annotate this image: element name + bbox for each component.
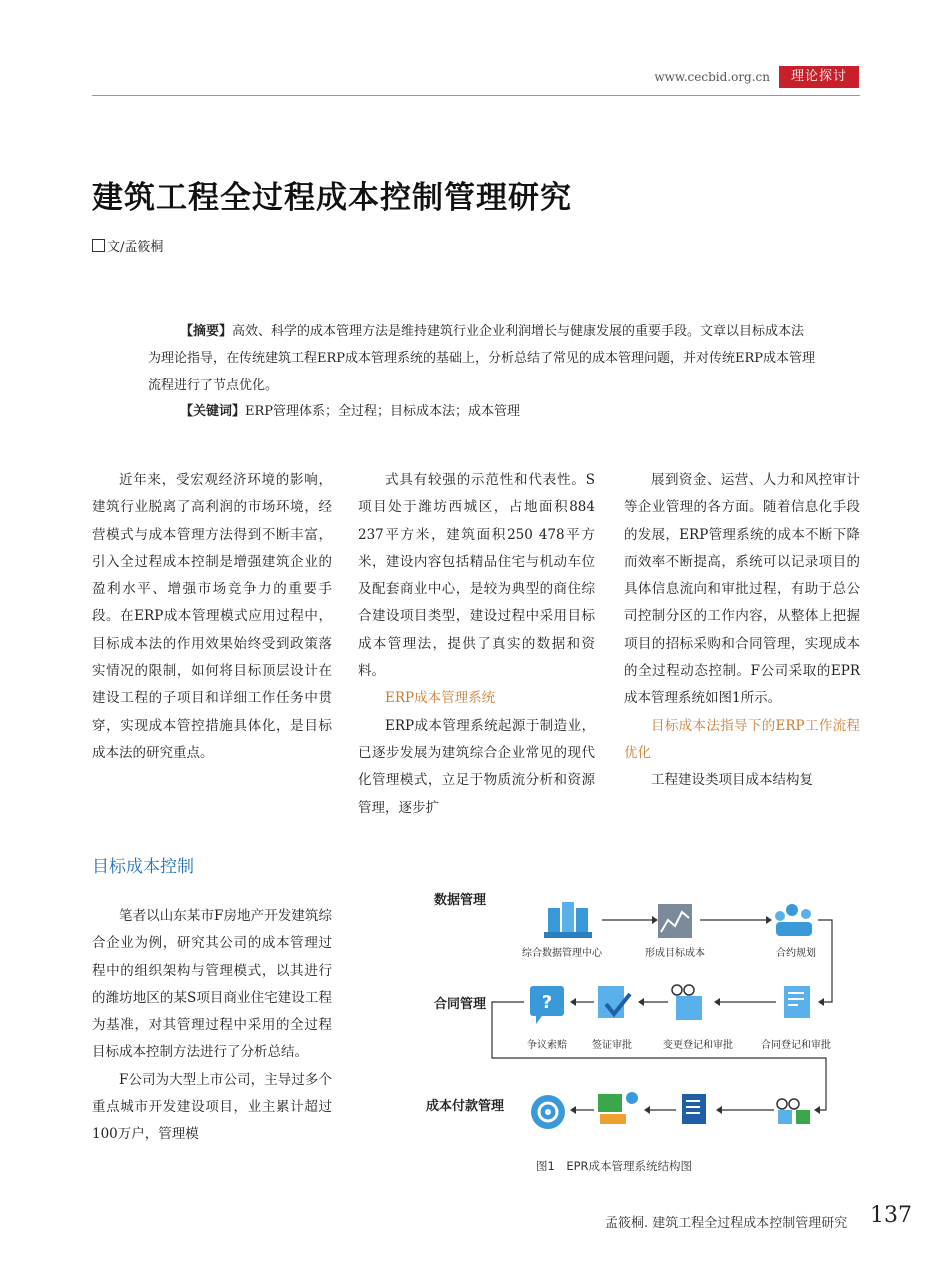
- body-column-1-lower: [92, 903, 332, 1149]
- article-title: 建筑工程全过程成本控制管理研究: [92, 180, 572, 216]
- header-rule: [92, 95, 860, 96]
- arrow-head: [716, 1106, 722, 1114]
- label-dispute: 争议索赔: [527, 1040, 567, 1051]
- paragraph: 工程建设类项目成本结构复: [651, 772, 813, 789]
- connector: [492, 1002, 826, 1110]
- paragraph: 笔者以山东某市F房地产开发建筑综合企业为例，研究其公司的成本管理过程中的组织架构与管理模式，以其进行的潍坊地区的某S项目商业住宅建设工程为基准，对其管理过程中采用的全过程目标成本控制方法进行了分析总结。: [92, 908, 332, 1061]
- label-contract-plan: 合约规划: [776, 948, 816, 959]
- payment-factory-icon: [598, 1092, 638, 1124]
- contract-register-icon: [784, 986, 810, 1018]
- arrow-head: [818, 998, 824, 1006]
- subheading: 目标成本法指导下的ERP工作流程优化: [624, 717, 860, 761]
- keywords-label: 【关键词】: [180, 404, 246, 419]
- body-column-1: [92, 467, 332, 767]
- row-title-payment: 成本付款管理: [426, 1099, 505, 1114]
- abstract-label: 【摘要】: [180, 324, 233, 339]
- paragraph: F公司为大型上市公司，主导过多个重点城市开发建设项目，业主累计超过100万户，管理模: [92, 1071, 332, 1143]
- arrow-head: [638, 998, 644, 1006]
- abstract: [148, 318, 816, 399]
- keywords-text: ERP管理体系；全过程；目标成本法；成本管理: [245, 404, 521, 419]
- figure-caption: 图1 EPR成本管理系统结构图: [536, 1159, 693, 1173]
- arrow-head: [652, 916, 658, 924]
- contract-plan-people-icon: [775, 904, 812, 936]
- label-contract-reg: 合同登记和审批: [761, 1040, 831, 1051]
- label-target-cost: 形成目标成本: [645, 948, 705, 959]
- svg-text:?: ?: [541, 992, 553, 1013]
- arrow-head: [814, 1106, 820, 1114]
- keywords: [180, 400, 520, 419]
- subheading: ERP成本管理系统: [385, 690, 496, 707]
- checkbox-square-icon: [92, 239, 105, 252]
- erp-structure-figure: [420, 884, 860, 1154]
- label-center: 综合数据管理中心: [522, 948, 602, 959]
- paragraph: 近年来，受宏观经济环境的影响，建筑行业脱离了高利润的市场环境，经营模式与成本管理方法得到不断丰富，引入全过程成本控制是增强建筑企业的盈利水平、增强市场竞争力的重要手段。在ERP成本管理模式应用过程中，目标成本法的作用效果始终受到政策落实情况的限制，如何将目标顶层设计在建设工程的子项目和详细工作任务中贯穿，实现成本管控措施具体化，是目标成本法的研究重点。: [92, 472, 332, 761]
- dispute-question-icon: [530, 986, 564, 1024]
- paragraph: 式具有较强的示范性和代表性。S项目处于潍坊西城区，占地面积884 237平方米，建筑面积250 478平方米，建设内容包括精品住宅与机动车位及配套商业中心，是较为典型的商住综合建设项目类型，建设过程中采用目标成本管理法，提供了真实的数据和资料。: [358, 472, 595, 680]
- label-change: 变更登记和审批: [663, 1040, 733, 1051]
- author-line: [92, 236, 163, 255]
- author-name: 文/孟筱桐: [107, 240, 164, 255]
- arrow-head: [644, 1106, 650, 1114]
- payment-request-icon: [777, 1099, 810, 1124]
- row-title-contract: 合同管理: [434, 997, 487, 1012]
- change-register-icon: [672, 985, 702, 1020]
- arrow-head: [570, 998, 576, 1006]
- row-title-data: 数据管理: [434, 893, 487, 908]
- journal-url[interactable]: www.cecbid.org.cn: [654, 70, 770, 84]
- paragraph: ERP成本管理系统起源于制造业，已逐步发展为建筑综合企业常见的现代化管理模式，立足于物质流分析和资源管理，逐步扩: [358, 717, 595, 816]
- label-visa: 签证审批: [592, 1040, 632, 1051]
- arrow-head: [570, 1106, 576, 1114]
- section-heading: 目标成本控制: [92, 857, 194, 877]
- invoice-document-icon: [682, 1094, 706, 1124]
- visa-approval-icon: [598, 986, 630, 1018]
- target-cost-chart-icon: [658, 904, 692, 938]
- paragraph: 展到资金、运营、人力和风控审计等企业管理的各方面。随着信息化手段的发展，ERP管理系统的成本不断下降而效率不断提高，系统可以记录项目的具体信息流向和审批过程，有助于总公司控制分区的工作内容，从整体上把握项目的招标采购和合同管理，实现成本的全过程动态控制。F公司采取的EPR成本管理系统如图1所示。: [624, 472, 860, 707]
- body-column-3: [624, 467, 860, 795]
- abstract-text: 高效、科学的成本管理方法是维持建筑行业企业利润增长与健康发展的重要手段。文章以目标成本法为理论指导，在传统建筑工程ERP成本管理系统的基础上，分析总结了常见的成本管理问题，并对传统ERP成本管理流程进行了节点优化。: [148, 324, 816, 393]
- connector: [818, 920, 832, 1002]
- body-column-2: [358, 467, 595, 822]
- settlement-safe-icon: [531, 1095, 565, 1129]
- running-footer: 孟筱桐. 建筑工程全过程成本控制管理研究: [605, 1216, 848, 1231]
- arrow-head: [766, 916, 772, 924]
- arrow-head: [714, 998, 720, 1006]
- data-center-icon: [544, 902, 592, 938]
- section-badge: 理论探讨: [779, 66, 859, 88]
- page-number: 137: [870, 1203, 912, 1228]
